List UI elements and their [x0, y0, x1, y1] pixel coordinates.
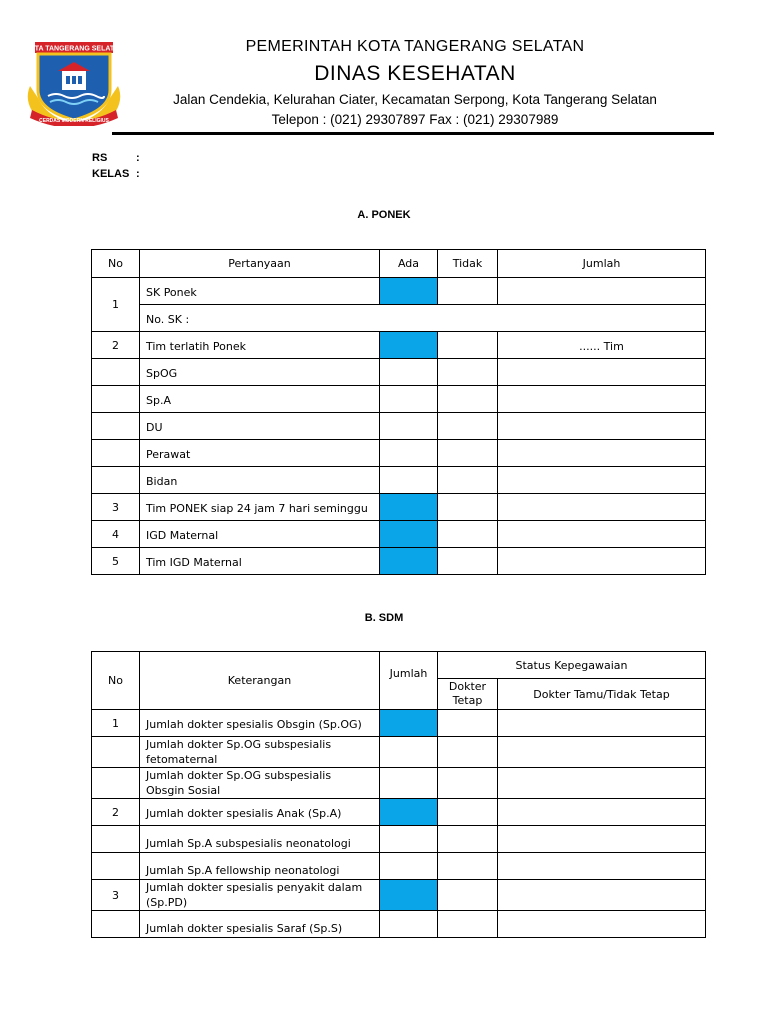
kelas-field: [92, 168, 140, 180]
tamu-input[interactable]: [498, 911, 706, 938]
tidak-checkbox[interactable]: [438, 332, 498, 359]
tetap-input[interactable]: [438, 880, 498, 911]
agency-address: Jalan Cendekia, Kelurahan Ciater, Kecamatan Serpong, Kota Tangerang Selatan: [173, 92, 657, 107]
jumlah-cell[interactable]: [498, 386, 706, 413]
ada-checkbox[interactable]: [380, 494, 438, 521]
row-number: 4: [92, 521, 140, 548]
tidak-checkbox[interactable]: [438, 467, 498, 494]
tamu-input[interactable]: [498, 799, 706, 826]
jumlah-cell[interactable]: [498, 548, 706, 575]
ada-checkbox[interactable]: [380, 278, 438, 305]
tamu-input[interactable]: [498, 768, 706, 799]
keterangan-cell: Jumlah Sp.A subspesialis neonatologi: [140, 826, 380, 853]
tamu-input[interactable]: [498, 880, 706, 911]
jumlah-cell[interactable]: [498, 494, 706, 521]
tidak-checkbox[interactable]: [438, 386, 498, 413]
table-row: [92, 359, 706, 386]
row-number: 1: [92, 278, 140, 332]
table-row: [92, 548, 706, 575]
tidak-checkbox[interactable]: [438, 413, 498, 440]
section-b-title: B. SDM: [364, 612, 404, 624]
jumlah-input[interactable]: [380, 768, 438, 799]
jumlah-input[interactable]: [380, 911, 438, 938]
jumlah-cell[interactable]: ...... Tim: [498, 332, 706, 359]
row-number: [92, 737, 140, 768]
sdm-header-row: [92, 652, 706, 679]
keterangan-cell: Jumlah dokter spesialis Anak (Sp.A): [140, 799, 380, 826]
row-number: [92, 467, 140, 494]
row-number: [92, 853, 140, 880]
kelas-colon: :: [136, 168, 140, 180]
table-row: [92, 467, 706, 494]
tidak-checkbox[interactable]: [438, 521, 498, 548]
jumlah-input[interactable]: [380, 710, 438, 737]
table-row: [92, 494, 706, 521]
col-no-header: No: [92, 250, 140, 278]
keterangan-cell: [140, 737, 380, 768]
col-tetap-header: [438, 679, 498, 710]
keterangan-line1: Jumlah dokter spesialis penyakit dalam: [146, 881, 363, 894]
ada-checkbox[interactable]: [380, 548, 438, 575]
ada-checkbox[interactable]: [380, 386, 438, 413]
keterangan-cell: Jumlah Sp.A fellowship neonatologi: [140, 853, 380, 880]
jumlah-cell[interactable]: [498, 278, 706, 305]
row-number: 2: [92, 799, 140, 826]
tetap-input[interactable]: [438, 911, 498, 938]
keterangan-line1: Jumlah dokter Sp.OG subspesialis: [146, 738, 332, 751]
ada-checkbox[interactable]: [380, 440, 438, 467]
table-row: [92, 768, 706, 799]
ada-checkbox[interactable]: [380, 467, 438, 494]
question-cell: Perawat: [140, 440, 380, 467]
agency-name: DINAS KESEHATAN: [314, 62, 516, 85]
tetap-input[interactable]: [438, 853, 498, 880]
question-cell: IGD Maternal: [140, 521, 380, 548]
tidak-checkbox[interactable]: [438, 278, 498, 305]
col-jumlah-header: [380, 652, 438, 710]
tidak-checkbox[interactable]: [438, 494, 498, 521]
table-row: [92, 440, 706, 467]
col-tetap-line2: Tetap: [452, 694, 483, 707]
table-row: [92, 737, 706, 768]
table-row: [92, 853, 706, 880]
table-row: [92, 710, 706, 737]
col-tetap-line1: Dokter: [448, 680, 487, 693]
tamu-input[interactable]: [498, 737, 706, 768]
row-number: [92, 359, 140, 386]
ada-checkbox[interactable]: [380, 413, 438, 440]
keterangan-line1: Jumlah dokter Sp.OG subspesialis: [146, 769, 332, 782]
rs-label: RS: [92, 152, 108, 164]
city-logo: [22, 40, 126, 126]
question-cell: Bidan: [140, 467, 380, 494]
jumlah-cell[interactable]: [498, 440, 706, 467]
table-row: [92, 826, 706, 853]
col-jumlah-label: Jumlah: [389, 666, 428, 680]
table-row: [92, 305, 706, 332]
sdm-table: [91, 651, 706, 938]
question-cell: Tim terlatih Ponek: [140, 332, 380, 359]
row-number: 1: [92, 710, 140, 737]
table-row: [92, 332, 706, 359]
table-row: [92, 880, 706, 911]
table-row: [92, 799, 706, 826]
row-number: 2: [92, 332, 140, 359]
keterangan-cell: [140, 768, 380, 799]
col-status-header: Status Kepegawaian: [438, 652, 706, 679]
tetap-input[interactable]: [438, 710, 498, 737]
row-number: 3: [92, 494, 140, 521]
keterangan-line2: fetomaternal: [146, 753, 218, 766]
agency-contact: Telepon : (021) 29307897 Fax : (021) 29307989: [271, 112, 559, 127]
rs-field: [92, 152, 140, 164]
col-tamu-header: Dokter Tamu/Tidak Tetap: [498, 679, 706, 710]
jumlah-input[interactable]: [380, 737, 438, 768]
question-cell: Sp.A: [140, 386, 380, 413]
row-number: [92, 386, 140, 413]
row-number: [92, 413, 140, 440]
table-row: [92, 413, 706, 440]
tamu-input[interactable]: [498, 853, 706, 880]
row-number: [92, 911, 140, 938]
table-row: [92, 278, 706, 305]
kelas-label: KELAS: [92, 168, 130, 180]
tamu-input[interactable]: [498, 710, 706, 737]
tetap-input[interactable]: [438, 768, 498, 799]
col-no-header: No: [92, 652, 140, 710]
keterangan-line2: (Sp.PD): [146, 896, 188, 909]
tetap-input[interactable]: [438, 799, 498, 826]
question-cell: Tim PONEK siap 24 jam 7 hari seminggu: [140, 494, 380, 521]
rs-colon: :: [136, 152, 140, 164]
tamu-input[interactable]: [498, 826, 706, 853]
col-jumlah-header: Jumlah: [498, 250, 706, 278]
logo-top-text: KOTA TANGERANG SELATAN: [24, 45, 124, 53]
jumlah-input[interactable]: [380, 853, 438, 880]
ada-checkbox[interactable]: [380, 521, 438, 548]
table-row: [92, 521, 706, 548]
jumlah-cell[interactable]: [498, 467, 706, 494]
tidak-checkbox[interactable]: [438, 359, 498, 386]
table-row: [92, 386, 706, 413]
tetap-input[interactable]: [438, 737, 498, 768]
ponek-table: [91, 249, 706, 575]
keterangan-cell: Jumlah dokter spesialis Saraf (Sp.S): [140, 911, 380, 938]
jumlah-cell[interactable]: [498, 413, 706, 440]
ponek-header-row: [92, 250, 706, 278]
row-number: 5: [92, 548, 140, 575]
sk-number-field[interactable]: No. SK :: [140, 305, 706, 332]
logo-motto-text: CERDAS MODERN RELIGIUS: [39, 118, 109, 124]
row-number: 3: [92, 880, 140, 911]
ada-checkbox[interactable]: [380, 332, 438, 359]
question-cell: Tim IGD Maternal: [140, 548, 380, 575]
question-cell: SpOG: [140, 359, 380, 386]
tidak-checkbox[interactable]: [438, 548, 498, 575]
row-number: [92, 768, 140, 799]
jumlah-cell[interactable]: [498, 521, 706, 548]
col-pertanyaan-header: Pertanyaan: [140, 250, 380, 278]
keterangan-line2: Obsgin Sosial: [146, 784, 221, 797]
tetap-input[interactable]: [438, 826, 498, 853]
jumlah-input[interactable]: [380, 826, 438, 853]
tidak-checkbox[interactable]: [438, 440, 498, 467]
ada-checkbox[interactable]: [380, 359, 438, 386]
keterangan-cell: [140, 880, 380, 911]
row-number: [92, 440, 140, 467]
table-row: [92, 911, 706, 938]
col-keterangan-header: Keterangan: [140, 652, 380, 710]
keterangan-cell: Jumlah dokter spesialis Obsgin (Sp.OG): [140, 710, 380, 737]
section-a-title: A. PONEK: [357, 209, 411, 221]
government-name: PEMERINTAH KOTA TANGERANG SELATAN: [245, 38, 585, 55]
col-tidak-header: Tidak: [438, 250, 498, 278]
jumlah-input[interactable]: [380, 799, 438, 826]
question-cell: DU: [140, 413, 380, 440]
col-ada-header: Ada: [380, 250, 438, 278]
jumlah-cell[interactable]: [498, 359, 706, 386]
header-divider: [112, 132, 714, 135]
question-cell: SK Ponek: [140, 278, 380, 305]
row-number: [92, 826, 140, 853]
jumlah-input[interactable]: [380, 880, 438, 911]
